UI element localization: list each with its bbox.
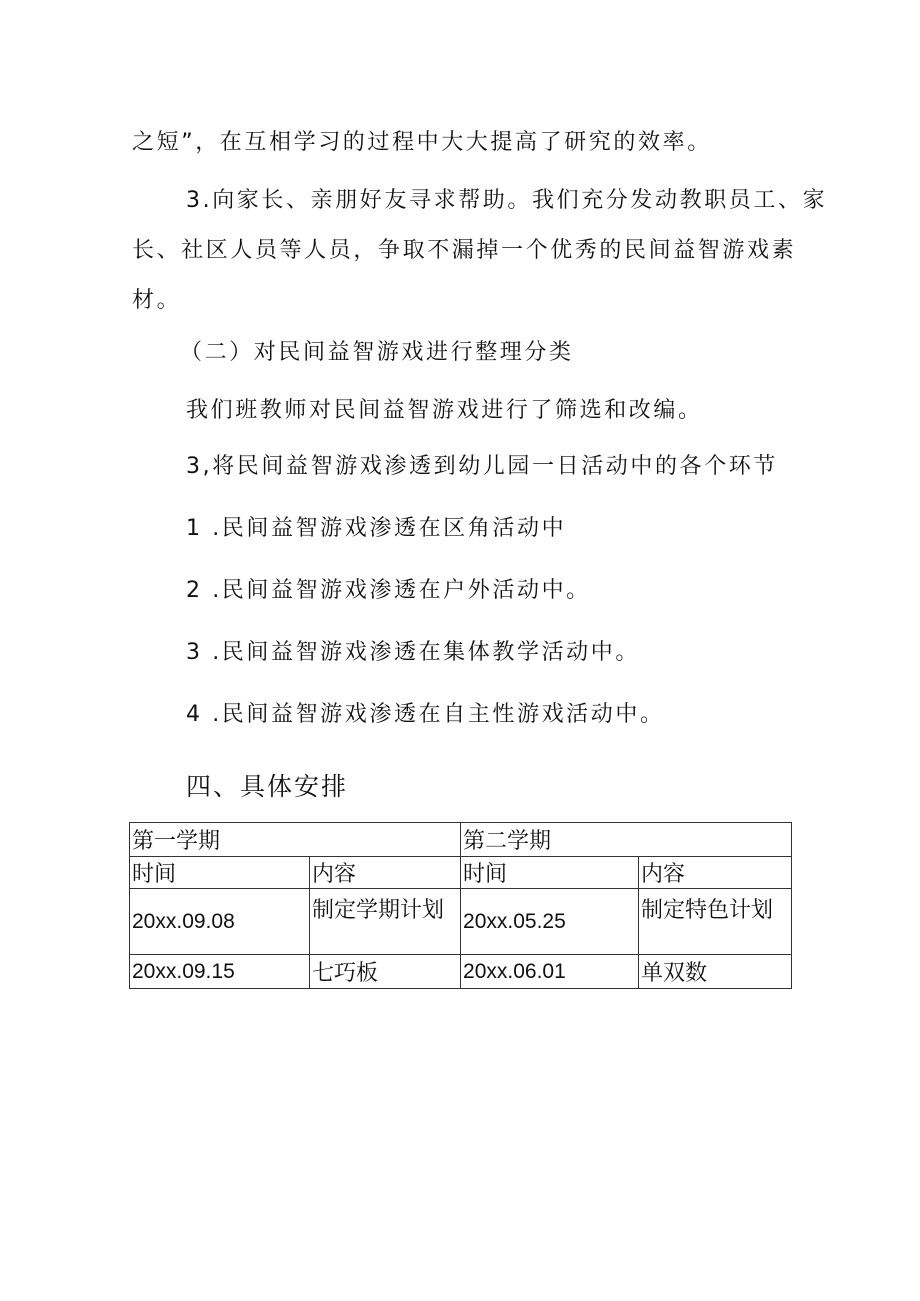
- term-1-date-cell: 20xx.09.15: [130, 955, 310, 989]
- term-1-content-header: 内容: [310, 857, 461, 889]
- term-2-content-cell: 制定特色计划: [639, 889, 792, 955]
- table-row: [130, 889, 792, 955]
- table-row: [130, 955, 792, 989]
- term-1-time-header: 时间: [130, 857, 310, 889]
- term-2-time-header: 时间: [461, 857, 639, 889]
- term-1-header: 第一学期: [130, 823, 461, 857]
- paragraph-item-3-line-3: 材。: [132, 288, 182, 313]
- list-item: 3 .民间益智游戏渗透在集体教学活动中。: [186, 640, 640, 665]
- paragraph-point-3: 3,将民间益智游戏渗透到幼儿园一日活动中的各个环节: [186, 454, 778, 479]
- term-1-content-cell: 七巧板: [310, 955, 461, 989]
- term-2-date-cell: 20xx.05.25: [461, 889, 639, 955]
- schedule-table: [129, 822, 792, 989]
- list-item: 1 .民间益智游戏渗透在区角活动中: [186, 516, 567, 541]
- list-item: 2 .民间益智游戏渗透在户外活动中。: [186, 578, 591, 603]
- term-1-date-cell: 20xx.09.08: [130, 889, 310, 955]
- term-2-content-cell: 单双数: [639, 955, 792, 989]
- paragraph-item-3-line-1: 3.向家长、亲朋好友寻求帮助。我们充分发动教职员工、家: [186, 188, 828, 213]
- paragraph-text: 我们班教师对民间益智游戏进行了筛选和改编。: [186, 398, 703, 423]
- table-subheader-row: [130, 857, 792, 889]
- paragraph-continuation: 之短”，在互相学习的过程中大大提高了研究的效率。: [132, 130, 712, 155]
- term-1-content-cell: 制定学期计划: [310, 889, 461, 955]
- paragraph-item-3-line-2: 长、社区人员等人员，争取不漏掉一个优秀的民间益智游戏素: [132, 238, 797, 263]
- subsection-heading: （二）对民间益智游戏进行整理分类: [180, 340, 574, 365]
- term-2-header: 第二学期: [461, 823, 792, 857]
- list-item: 4 .民间益智游戏渗透在自主性游戏活动中。: [186, 702, 665, 727]
- term-2-date-cell: 20xx.06.01: [461, 955, 639, 989]
- table-header-row: [130, 823, 792, 857]
- term-2-content-header: 内容: [639, 857, 792, 889]
- section-heading: 四、具体安排: [186, 772, 349, 801]
